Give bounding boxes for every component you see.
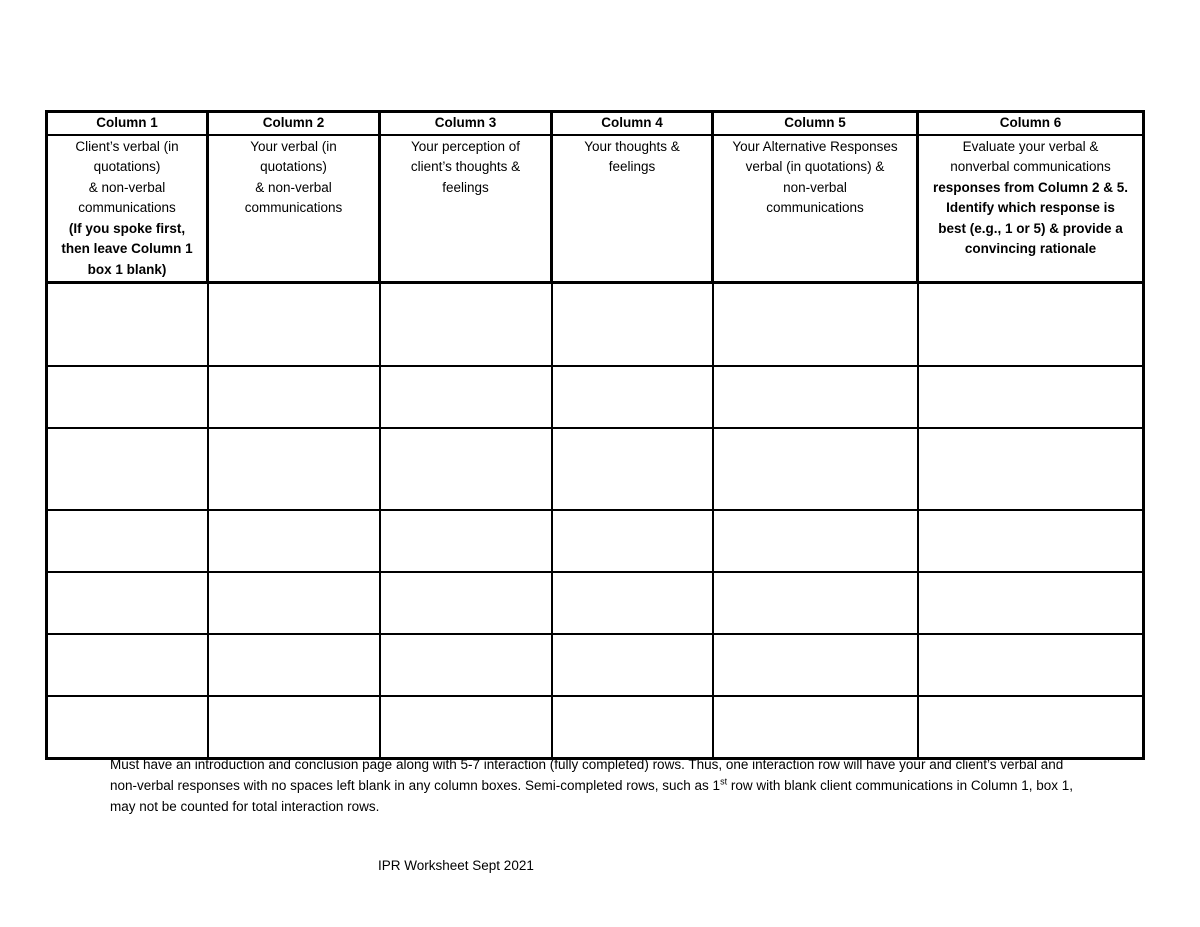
desc-line: verbal (in quotations) &: [745, 159, 885, 174]
blank-cell[interactable]: [47, 510, 208, 572]
blank-cell[interactable]: [552, 428, 713, 510]
desc-line: communications: [766, 200, 864, 215]
blank-cell[interactable]: [918, 510, 1144, 572]
blank-cell[interactable]: [208, 572, 380, 634]
blank-cell[interactable]: [208, 282, 380, 366]
desc-line: communications: [244, 200, 343, 215]
blank-cell[interactable]: [552, 282, 713, 366]
blank-cell[interactable]: [47, 282, 208, 366]
column-6-header: Column 6: [918, 112, 1144, 135]
desc-line: quotations): [260, 159, 327, 174]
blank-cell[interactable]: [918, 634, 1144, 696]
blank-cell[interactable]: [552, 510, 713, 572]
ipr-worksheet-table: [45, 110, 1145, 760]
blank-cell[interactable]: [380, 366, 552, 428]
desc-line-bold: (If you spoke first,: [68, 220, 186, 236]
desc-line-bold: Identify which response is: [946, 200, 1115, 215]
desc-line: & non-verbal: [255, 179, 332, 195]
column-3-header: Column 3: [380, 112, 552, 135]
note-superscript: st: [720, 776, 728, 787]
desc-line-bold: then leave Column 1: [61, 241, 193, 256]
blank-cell[interactable]: [713, 696, 918, 759]
blank-cell[interactable]: [380, 428, 552, 510]
blank-cell[interactable]: [47, 428, 208, 510]
blank-cell[interactable]: [713, 634, 918, 696]
blank-cell[interactable]: [713, 572, 918, 634]
desc-line-bold: responses from Column 2 & 5.: [932, 179, 1129, 195]
blank-cell[interactable]: [380, 572, 552, 634]
blank-cell[interactable]: [208, 428, 380, 510]
desc-line: nonverbal communications: [950, 159, 1111, 174]
desc-line-bold: best (e.g., 1 or 5) & provide a: [938, 220, 1123, 236]
blank-cell[interactable]: [380, 282, 552, 366]
desc-line: Client’s verbal (in: [75, 138, 179, 154]
desc-line: Your thoughts &: [584, 138, 680, 154]
blank-cell[interactable]: [47, 572, 208, 634]
blank-cell[interactable]: [552, 572, 713, 634]
desc-line: Your Alternative Responses: [732, 138, 898, 154]
interaction-row-7: [47, 696, 1144, 759]
column-1-description: [47, 135, 208, 283]
blank-cell[interactable]: [208, 634, 380, 696]
note-text-end: row with blank client communications in Column 1, box 1, may not be counted for total interaction rows.: [110, 778, 1073, 814]
blank-cell[interactable]: [47, 366, 208, 428]
header-row: [47, 112, 1144, 135]
blank-cell[interactable]: [208, 510, 380, 572]
note-text-start: Must have an introduction and conclusion page along with 5-7 interaction (fully completed) rows. Thus, one interaction row will have your and client’s verbal and non-verbal responses with no spaces left blank in any column boxes. Semi-completed rows, such as 1: [110, 757, 1064, 793]
description-row: [47, 135, 1144, 283]
blank-cell[interactable]: [713, 282, 918, 366]
blank-cell[interactable]: [918, 282, 1144, 366]
blank-cell[interactable]: [47, 696, 208, 759]
blank-cell[interactable]: [47, 634, 208, 696]
footer-label: IPR Worksheet Sept 2021: [378, 858, 534, 873]
blank-cell[interactable]: [713, 510, 918, 572]
desc-line-bold: convincing rationale: [964, 241, 1097, 256]
blank-cell[interactable]: [918, 366, 1144, 428]
desc-line: Your perception of: [410, 138, 521, 154]
column-2-description: [208, 135, 380, 283]
column-5-header: Column 5: [713, 112, 918, 135]
column-4-description: [552, 135, 713, 283]
column-6-description: [918, 135, 1144, 283]
desc-line: communications: [78, 200, 176, 215]
blank-cell[interactable]: [380, 696, 552, 759]
desc-line: feelings: [608, 159, 656, 174]
column-2-header: Column 2: [208, 112, 380, 135]
desc-line: feelings: [442, 179, 489, 195]
blank-cell[interactable]: [380, 634, 552, 696]
column-4-header: Column 4: [552, 112, 713, 135]
column-1-header: Column 1: [47, 112, 208, 135]
blank-cell[interactable]: [552, 634, 713, 696]
blank-cell[interactable]: [552, 366, 713, 428]
desc-line: non-verbal: [783, 179, 847, 195]
blank-cell[interactable]: [552, 696, 713, 759]
interaction-row-4: [47, 510, 1144, 572]
blank-cell[interactable]: [380, 510, 552, 572]
desc-line: Evaluate your verbal &: [962, 138, 1099, 154]
interaction-row-2: [47, 366, 1144, 428]
desc-line: client’s thoughts &: [410, 159, 521, 174]
desc-line: quotations): [93, 159, 161, 174]
desc-line: Your verbal (in: [250, 138, 337, 154]
interaction-row-5: [47, 572, 1144, 634]
blank-cell[interactable]: [208, 366, 380, 428]
column-3-description: [380, 135, 552, 283]
interaction-row-3: [47, 428, 1144, 510]
column-5-description: [713, 135, 918, 283]
blank-cell[interactable]: [918, 572, 1144, 634]
blank-cell[interactable]: [713, 428, 918, 510]
blank-cell[interactable]: [713, 366, 918, 428]
instructions-note: [110, 754, 1090, 817]
interaction-row-6: [47, 634, 1144, 696]
blank-cell[interactable]: [208, 696, 380, 759]
interaction-row-1: [47, 282, 1144, 366]
desc-line: & non-verbal: [88, 179, 166, 195]
desc-line-bold: box 1 blank): [87, 261, 167, 277]
blank-cell[interactable]: [918, 696, 1144, 759]
blank-cell[interactable]: [918, 428, 1144, 510]
